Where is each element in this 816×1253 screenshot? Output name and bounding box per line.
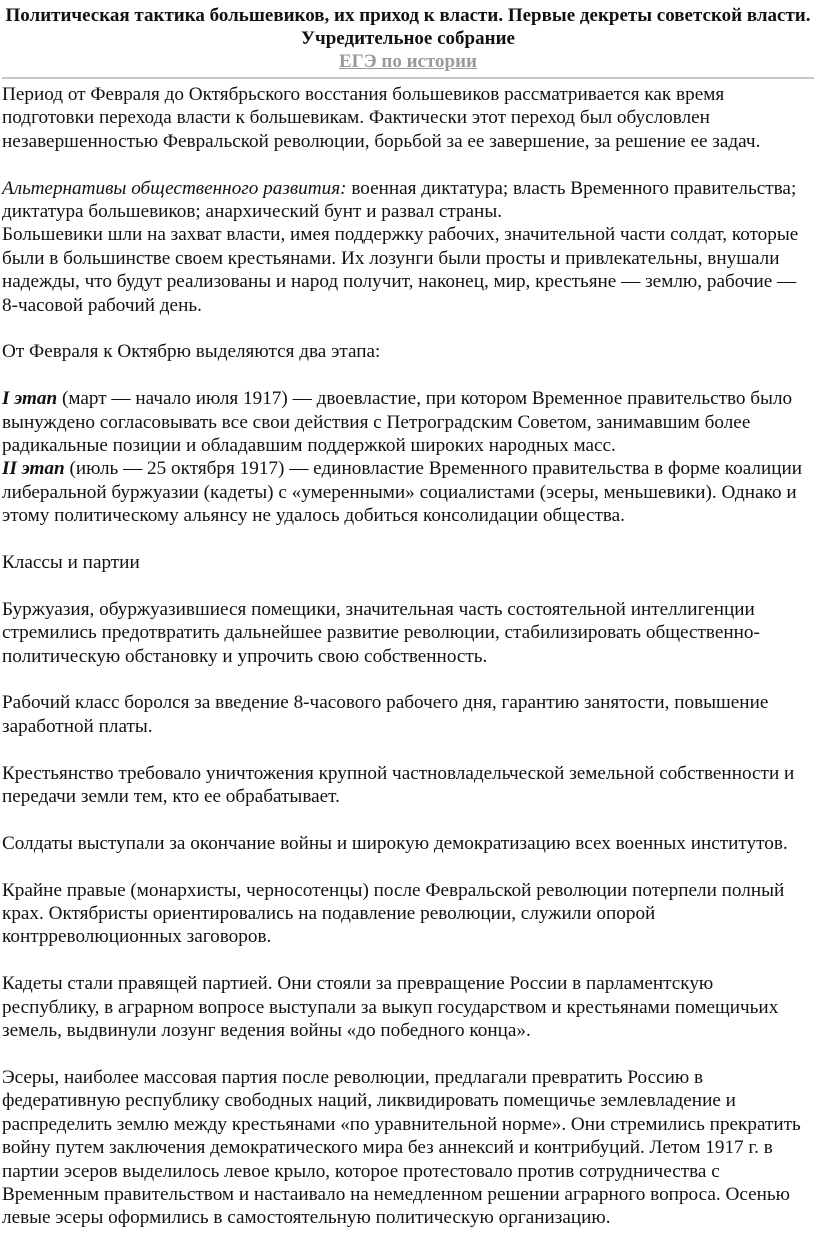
paragraph-gap [2,153,814,176]
paragraph-gap [2,1043,814,1066]
alternatives-text: военная диктатура; власть Временного правительства; диктатура большевиков; анархический бунт и развал страны. [2,177,797,223]
stage-two-text: (июль — 25 октября 1917) — единовластие Временного правительства в форме коалиции либеральной буржуазии (кадеты) с «умеренными» социалистами (эсеры, меньшевики). Однако и этому политическому альянсу не удалось добиться консолидации общества. [2,458,803,527]
stage-one-label: I этап [2,388,58,410]
stages-intro-paragraph: От Февраля к Октябрю выделяются два этапа: [2,341,381,363]
paragraph-gap [2,364,814,387]
paragraph-gap [2,949,814,972]
bolsheviks-paragraph: Большевики шли на захват власти, имея поддержку рабочих, значительной части солдат, которые были в большинстве своем крестьянами. Их лозунги были просты и привлекательны, внушали надежды, что будут реализованы и народ получит, наконец, мир, крестьяне — землю, рабочие — 8-часовой рабочий день. [2,224,799,316]
bourgeoisie-paragraph: Буржуазия, обуржуазившиеся помещики, значительная часть состоятельной интеллигенции стремились предотвратить дальнейшее развитие революции, стабилизировать общественно-политическую обстановку и упрочить свою собственность. [2,598,760,667]
paragraph-gap [2,738,814,761]
stage-one-paragraph [2,387,814,457]
intro-paragraph: Период от Февраля до Октябрьского восстания большевиков рассматривается как время подготовки перехода власти к большевикам. Фактически этот переход был обусловлен незавершенностью Февральской революции, борьбой за ее завершение, за решение ее задач. [2,84,761,152]
paragraph-gap [2,574,814,597]
peasants-paragraph: Крестьянство требовало уничтожения крупной частновладельческой земельной собственности и передачи земли тем, кто ее обрабатывает. [2,762,795,808]
srs-paragraph: Эсеры, наиболее массовая партия после революции, предлагали превратить Россию в федеративную республику свободных наций, ликвидировать помещичье землевладение и распределить землю между крестьянами «по уравнительной норме». Они стремились прекратить войну путем заключения демократического мира без аннексий и контрибуций. Летом 1917 г. в партии эсеров выделилось левое крыло, которое протестовало против сотрудничества с Временным правительством и настаивало на немедленном решении аграрного вопроса. Осенью левые эсеры оформились в самостоятельную политическую организацию. [2,1066,801,1229]
section-heading: Классы и партии [2,552,140,574]
kadets-paragraph: Кадеты стали правящей партией. Они стояли за превращение России в парламентскую республику, в аграрном вопросе выступали за выкуп государством и крестьянами помещичьих земель, выдвинули лозунг ведения войны «до победного конца». [2,973,779,1042]
workers-paragraph: Рабочий класс боролся за введение 8-часового рабочего дня, гарантию занятости, повышение заработной платы. [2,692,769,737]
subject-link[interactable]: ЕГЭ по истории [338,51,478,72]
stage-two-paragraph [2,457,814,527]
paragraph-gap [2,855,814,878]
paragraph-gap [2,668,814,691]
far-right-paragraph: Крайне правые (монархисты, черносотенцы) после Февральской революции потерпели полный крах. Октябристы ориентировались на подавление революции, служили опорой контрреволюционных заговоров. [2,879,785,948]
paragraph-gap [2,808,814,831]
stage-two-label: II этап [2,458,65,480]
alternatives-paragraph [2,177,814,224]
document-header [2,0,814,73]
paragraph-gap [2,528,814,551]
paragraph-gap [2,317,814,340]
article-body [2,83,814,1230]
alternatives-label: Альтернативы общественного развития: [2,177,347,199]
stage-one-text: (март — начало июля 1917) — двоевластие, при котором Временное правительство было вынуждено согласовывать все свои действия с Петроградским Советом, занимавшим более радикальные позиции и обладавшим поддержкой широких народных масс. [2,388,793,457]
header-divider [2,77,814,79]
page-title: Политическая тактика большевиков, их приход к власти. Первые декреты советской власти. Учредительное собрание [5,5,811,49]
soldiers-paragraph: Солдаты выступали за окончание войны и широкую демократизацию всех военных институтов. [2,832,788,854]
